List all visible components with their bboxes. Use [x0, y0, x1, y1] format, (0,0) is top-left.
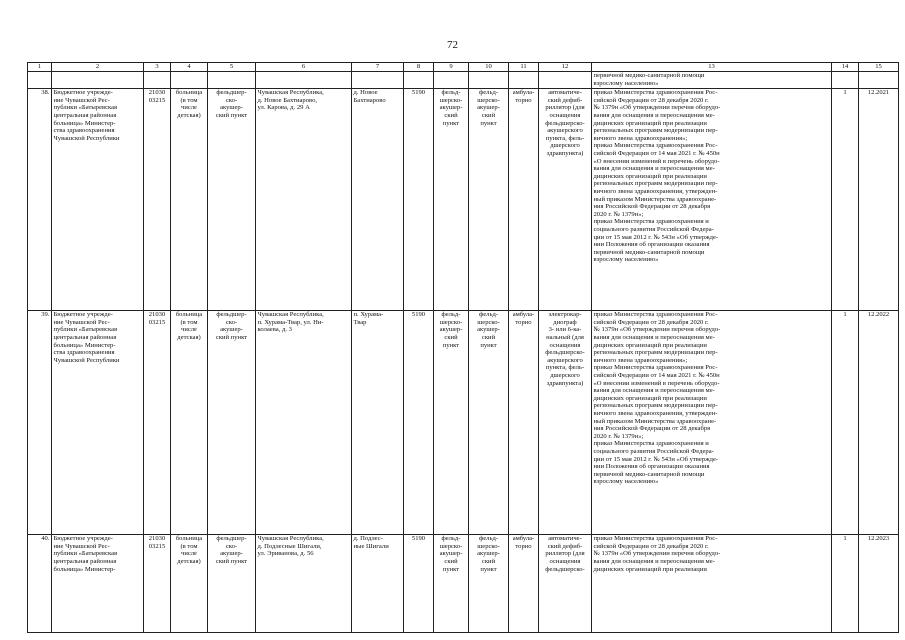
unit-type: фельдшер- ско- акушер- ский пункт — [215, 535, 248, 566]
equipment-name: автоматиче- ский дефиб- риллятор (для оснащения фельдшерско- — [545, 535, 585, 573]
settlement: п. Хурама- Твар — [353, 311, 384, 326]
address: Чувашская Республика, п. Хурама-Твар, ул. Ни- колаева, д. 3 — [257, 311, 324, 334]
equipment-name: электрокар- диограф 3- или 6-ка- нальный (для оснащения фельдшерско- акушерского пункта, фель- дшерского здравпункта) — [545, 311, 585, 387]
table-row — [28, 310, 899, 534]
department-profile: фельд- шерско- акушер- ский пункт — [477, 535, 500, 573]
col-number: 15 — [859, 63, 899, 72]
table-row — [28, 534, 899, 632]
department-profile: фельд- шерско- акушер- ский пункт — [477, 89, 500, 127]
col-number: 11 — [509, 63, 539, 72]
department: фельд- шерско- акушер- ский пункт — [439, 89, 463, 127]
page-number: 72 — [447, 39, 458, 51]
regulation-text: приказ Министерства здравоохранения Рос- сийской Федерации от 28 декабря 2020 г. № 1379н «Об утверждении перечня оборудо- вания для оснащения и переоснащения ме- дицинских организаций при реализации — [593, 535, 721, 573]
col-number: 6 — [256, 63, 352, 72]
col-number: 4 — [171, 63, 208, 72]
care-conditions: амбула- торно — [512, 89, 535, 104]
organization-type: больница (в том числе детская) — [175, 311, 203, 342]
care-conditions: амбула- торно — [512, 535, 535, 550]
deadline: 12.2022 — [859, 310, 899, 534]
department-profile: фельд- шерско- акушер- ский пункт — [477, 311, 500, 349]
organization-name: Бюджетное учрежде- ние Чувашской Рес- публики «Батыревская центральная районная больница» Министер- — [53, 535, 118, 573]
organization-type: больница (в том числе детская) — [175, 89, 203, 120]
settlement: д. Подлес- ные Шигали — [353, 535, 389, 550]
quantity: 1 — [832, 310, 859, 534]
population: 5190 — [404, 310, 434, 534]
col-number: 14 — [832, 63, 859, 72]
col-number: 1 — [28, 63, 52, 72]
col-number: 13 — [592, 63, 832, 72]
organization-code: 21030 03215 — [148, 311, 166, 326]
col-number: 9 — [434, 63, 469, 72]
row-number: 40. — [28, 534, 52, 632]
col-number: 12 — [539, 63, 592, 72]
col-number: 8 — [404, 63, 434, 72]
address: Чувашская Республика, д. Подлесные Шигали, ул. Эриванова, д. 56 — [257, 535, 324, 558]
row-number: 38. — [28, 88, 52, 310]
row-number: 39. — [28, 310, 52, 534]
unit-type: фельдшер- ско- акушер- ский пункт — [215, 311, 248, 342]
col-number: 7 — [352, 63, 404, 72]
organization-code: 21030 03215 — [148, 535, 166, 550]
deadline: 12.2023 — [859, 534, 899, 632]
regulation-text: первичной медико-санитарной помощи взрослому населению» — [593, 72, 705, 87]
regulation-text: приказ Министерства здравоохранения Рос- сийской Федерации от 28 декабря 2020 г. № 1379н «Об утверждении перечня оборудо- вания для оснащения и переоснащения ме- дицинских организаций при реализации региональных программ модернизации пер- вичного звена здравоохранения»; приказ Министерства здравоохранения Рос- сийской Федерации от 14 мая 2021 г. № 450н «О внесении изменений в перечень оборудо- вания для оснащения и переоснащения ме- дицинских организаций при реализации региональных программ модернизации пер- вичного звена здравоохранения, утвержден- ный приказом Министерства здравоохране- ния Российской Федерации от 28 декабря 2020 г. № 1379н»; приказ Министерства здравоохранения и социального развития Российской Федера- ции от 15 мая 2012 г. № 543н «Об утвержде- нии Положения об организации оказания первичной медико-санитарной помощи взрослому населению» — [593, 311, 721, 486]
care-conditions: амбула- торно — [512, 311, 535, 326]
regulation-text: приказ Министерства здравоохранения Рос- сийской Федерации от 28 декабря 2020 г. № 1379н «Об утверждении перечня оборудо- вания для оснащения и переоснащения ме- дицинских организаций при реализации региональных программ модернизации пер- вичного звена здравоохранения»; приказ Министерства здравоохранения Рос- сийской Федерации от 14 мая 2021 г. № 450н «О внесении изменений в перечень оборудо- вания для оснащения и переоснащения ме- дицинских организаций при реализации региональных программ модернизации пер- вичного звена здравоохранения, утвержден- ный приказом Министерства здравоохране- ния Российской Федерации от 28 декабря 2020 г. № 1379н»; приказ Министерства здравоохранения и социального развития Российской Федера- ции от 15 мая 2012 г. № 543н «Об утвержде- нии Положения об организации оказания первичной медико-санитарной помощи взрослому населению» — [593, 89, 721, 264]
table-row — [28, 88, 899, 310]
quantity: 1 — [832, 88, 859, 310]
settlement: д. Новое Бахтиарово — [353, 89, 386, 104]
continuation-row — [28, 71, 899, 88]
col-number: 2 — [52, 63, 144, 72]
population: 5190 — [404, 534, 434, 632]
organization-name: Бюджетное учрежде- ние Чувашской Рес- публики «Батыревская центральная районная больница» Министер- ства здравоохранения Чувашской Республики — [53, 311, 120, 364]
deadline: 12.2021 — [859, 88, 899, 310]
organization-name: Бюджетное учрежде- ние Чувашской Рес- публики «Батыревская центральная районная больница» Министер- ства здравоохранения Чувашской Республики — [53, 89, 120, 142]
department: фельд- шерско- акушер- ский пункт — [439, 311, 463, 349]
col-number: 3 — [144, 63, 171, 72]
col-number: 10 — [469, 63, 509, 72]
equipment-name: автоматиче- ский дефиб- риллятор (для оснащения фельдшерско- акушерского пункта, фель- дшерского здравпункта) — [545, 89, 585, 158]
equipment-table — [27, 62, 899, 633]
column-number-row — [28, 63, 899, 72]
population: 5190 — [404, 88, 434, 310]
quantity: 1 — [832, 534, 859, 632]
address: Чувашская Республика, д. Новое Бахтиарово, ул. Карова, д. 29 А — [257, 89, 324, 112]
organization-code: 21030 03215 — [148, 89, 166, 104]
department: фельд- шерско- акушер- ский пункт — [439, 535, 463, 573]
col-number: 5 — [208, 63, 256, 72]
unit-type: фельдшер- ско- акушер- ский пункт — [215, 89, 248, 120]
organization-type: больница (в том числе детская) — [175, 535, 203, 566]
